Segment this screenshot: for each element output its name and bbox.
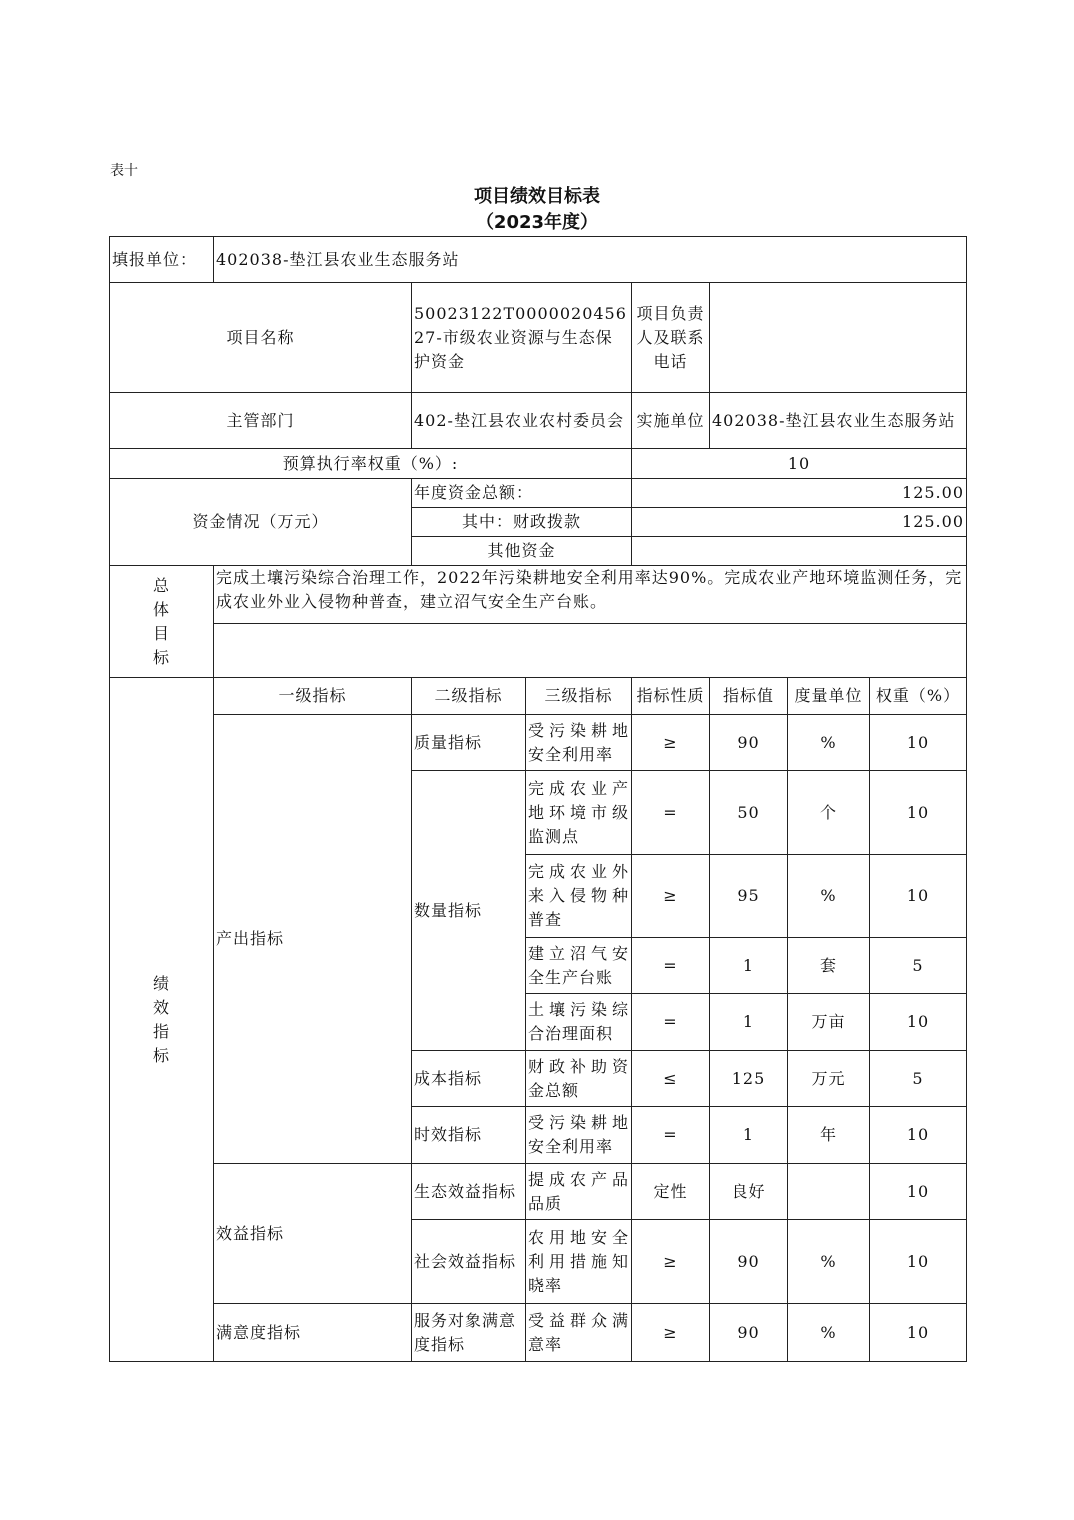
indicator-weight: 5: [870, 1051, 967, 1107]
indicator-value: 50: [710, 771, 788, 855]
level2-service: 服务对象满意度指标: [412, 1304, 526, 1362]
header-nature: 指标性质: [632, 678, 710, 715]
indicator-unit: 个: [788, 771, 870, 855]
indicator-nature: ≥: [632, 715, 710, 771]
level3-name: 土壤污染综合治理面积: [526, 994, 632, 1051]
indicator-nature: =: [632, 938, 710, 994]
header-weight: 权重（%）: [870, 678, 967, 715]
page-title: 项目绩效目标表: [474, 186, 600, 207]
level2-timeliness: 时效指标: [412, 1107, 526, 1164]
indicator-unit: 万亩: [788, 994, 870, 1051]
indicator-weight: 10: [870, 1107, 967, 1164]
header-level1: 一级指标: [214, 678, 412, 715]
level2-quality: 质量指标: [412, 715, 526, 771]
indicators-label: 绩效指标: [110, 678, 214, 1362]
indicator-value: 良好: [710, 1164, 788, 1220]
indicator-nature: 定性: [632, 1164, 710, 1220]
level3-name: 受污染耕地安全利用率: [526, 1107, 632, 1164]
funds-fiscal-value: 125.00: [632, 508, 967, 537]
funds-other-label: 其他资金: [412, 537, 632, 566]
overall-goal-label: 总体目标: [110, 566, 214, 678]
indicator-unit: %: [788, 715, 870, 771]
indicator-unit: %: [788, 855, 870, 938]
budget-weight-value: 10: [632, 449, 967, 479]
level2-social: 社会效益指标: [412, 1220, 526, 1304]
indicator-value: 90: [710, 715, 788, 771]
level3-name: 建立沼气安全生产台账: [526, 938, 632, 994]
performance-table: [109, 236, 967, 1362]
indicator-weight: 10: [870, 1220, 967, 1304]
indicator-value: 1: [710, 1107, 788, 1164]
level2-eco: 生态效益指标: [412, 1164, 526, 1220]
indicator-unit: %: [788, 1304, 870, 1362]
indicator-unit: 套: [788, 938, 870, 994]
indicator-nature: ≥: [632, 855, 710, 938]
level1-output: 产出指标: [214, 715, 412, 1164]
indicator-weight: 10: [870, 771, 967, 855]
indicator-unit: 年: [788, 1107, 870, 1164]
competent-dept-label: 主管部门: [110, 393, 412, 449]
overall-goal-text: 完成土壤污染综合治理工作，2022年污染耕地安全利用率达90%。完成农业产地环境监测任务，完成农业外业入侵物种普查，建立沼气安全生产台账。: [214, 566, 967, 624]
indicator-unit: 万元: [788, 1051, 870, 1107]
project-name-value: 50023122T000002045627-市级农业资源与生态保护资金: [412, 283, 632, 393]
level2-quantity: 数量指标: [412, 771, 526, 1051]
header-value: 指标值: [710, 678, 788, 715]
reporting-unit-label: 填报单位：: [110, 237, 214, 283]
project-name-label: 项目名称: [110, 283, 412, 393]
level3-name: 财政补助资金总额: [526, 1051, 632, 1107]
level3-name: 完成农业外来入侵物种普查: [526, 855, 632, 938]
funds-total-label: 年度资金总额：: [412, 479, 632, 508]
level3-name: 受益群众满意率: [526, 1304, 632, 1362]
header-level3: 三级指标: [526, 678, 632, 715]
indicator-nature: =: [632, 1107, 710, 1164]
indicator-value: 95: [710, 855, 788, 938]
table-label: 表十: [110, 163, 138, 179]
funds-fiscal-label: 其中：财政拨款: [412, 508, 632, 537]
level1-satisfaction: 满意度指标: [214, 1304, 412, 1362]
indicator-value: 90: [710, 1304, 788, 1362]
competent-dept-value: 402-垫江县农业农村委员会: [412, 393, 632, 449]
indicator-value: 125: [710, 1051, 788, 1107]
header-unit: 度量单位: [788, 678, 870, 715]
impl-unit-label: 实施单位: [632, 393, 710, 449]
indicator-weight: 10: [870, 994, 967, 1051]
level2-cost: 成本指标: [412, 1051, 526, 1107]
indicator-weight: 10: [870, 1304, 967, 1362]
impl-unit-value: 402038-垫江县农业生态服务站: [710, 393, 967, 449]
funds-other-value: [632, 537, 967, 566]
indicator-unit: [788, 1164, 870, 1220]
indicator-weight: 10: [870, 715, 967, 771]
funds-label: 资金情况（万元）: [110, 479, 412, 566]
indicator-weight: 5: [870, 938, 967, 994]
project-lead-value: [710, 283, 967, 393]
indicator-unit: %: [788, 1220, 870, 1304]
indicator-nature: =: [632, 771, 710, 855]
level3-name: 提成农产品品质: [526, 1164, 632, 1220]
level3-name: 完成农业产地环境市级监测点: [526, 771, 632, 855]
indicator-value: 1: [710, 994, 788, 1051]
indicator-nature: =: [632, 994, 710, 1051]
indicator-value: 90: [710, 1220, 788, 1304]
level3-name: 受污染耕地安全利用率: [526, 715, 632, 771]
indicator-nature: ≥: [632, 1304, 710, 1362]
reporting-unit-value: 402038-垫江县农业生态服务站: [214, 237, 967, 283]
header-level2: 二级指标: [412, 678, 526, 715]
indicator-nature: ≤: [632, 1051, 710, 1107]
indicator-value: 1: [710, 938, 788, 994]
funds-total-value: 125.00: [632, 479, 967, 508]
indicator-weight: 10: [870, 1164, 967, 1220]
overall-goal-extra: [214, 624, 967, 678]
level1-benefit: 效益指标: [214, 1164, 412, 1304]
level3-name: 农用地安全利用措施知晓率: [526, 1220, 632, 1304]
project-lead-label: 项目负责人及联系电话: [632, 283, 710, 393]
page-subtitle: （2023年度）: [475, 212, 599, 233]
indicator-nature: ≥: [632, 1220, 710, 1304]
indicator-weight: 10: [870, 855, 967, 938]
budget-weight-label: 预算执行率权重（%）:: [110, 449, 632, 479]
